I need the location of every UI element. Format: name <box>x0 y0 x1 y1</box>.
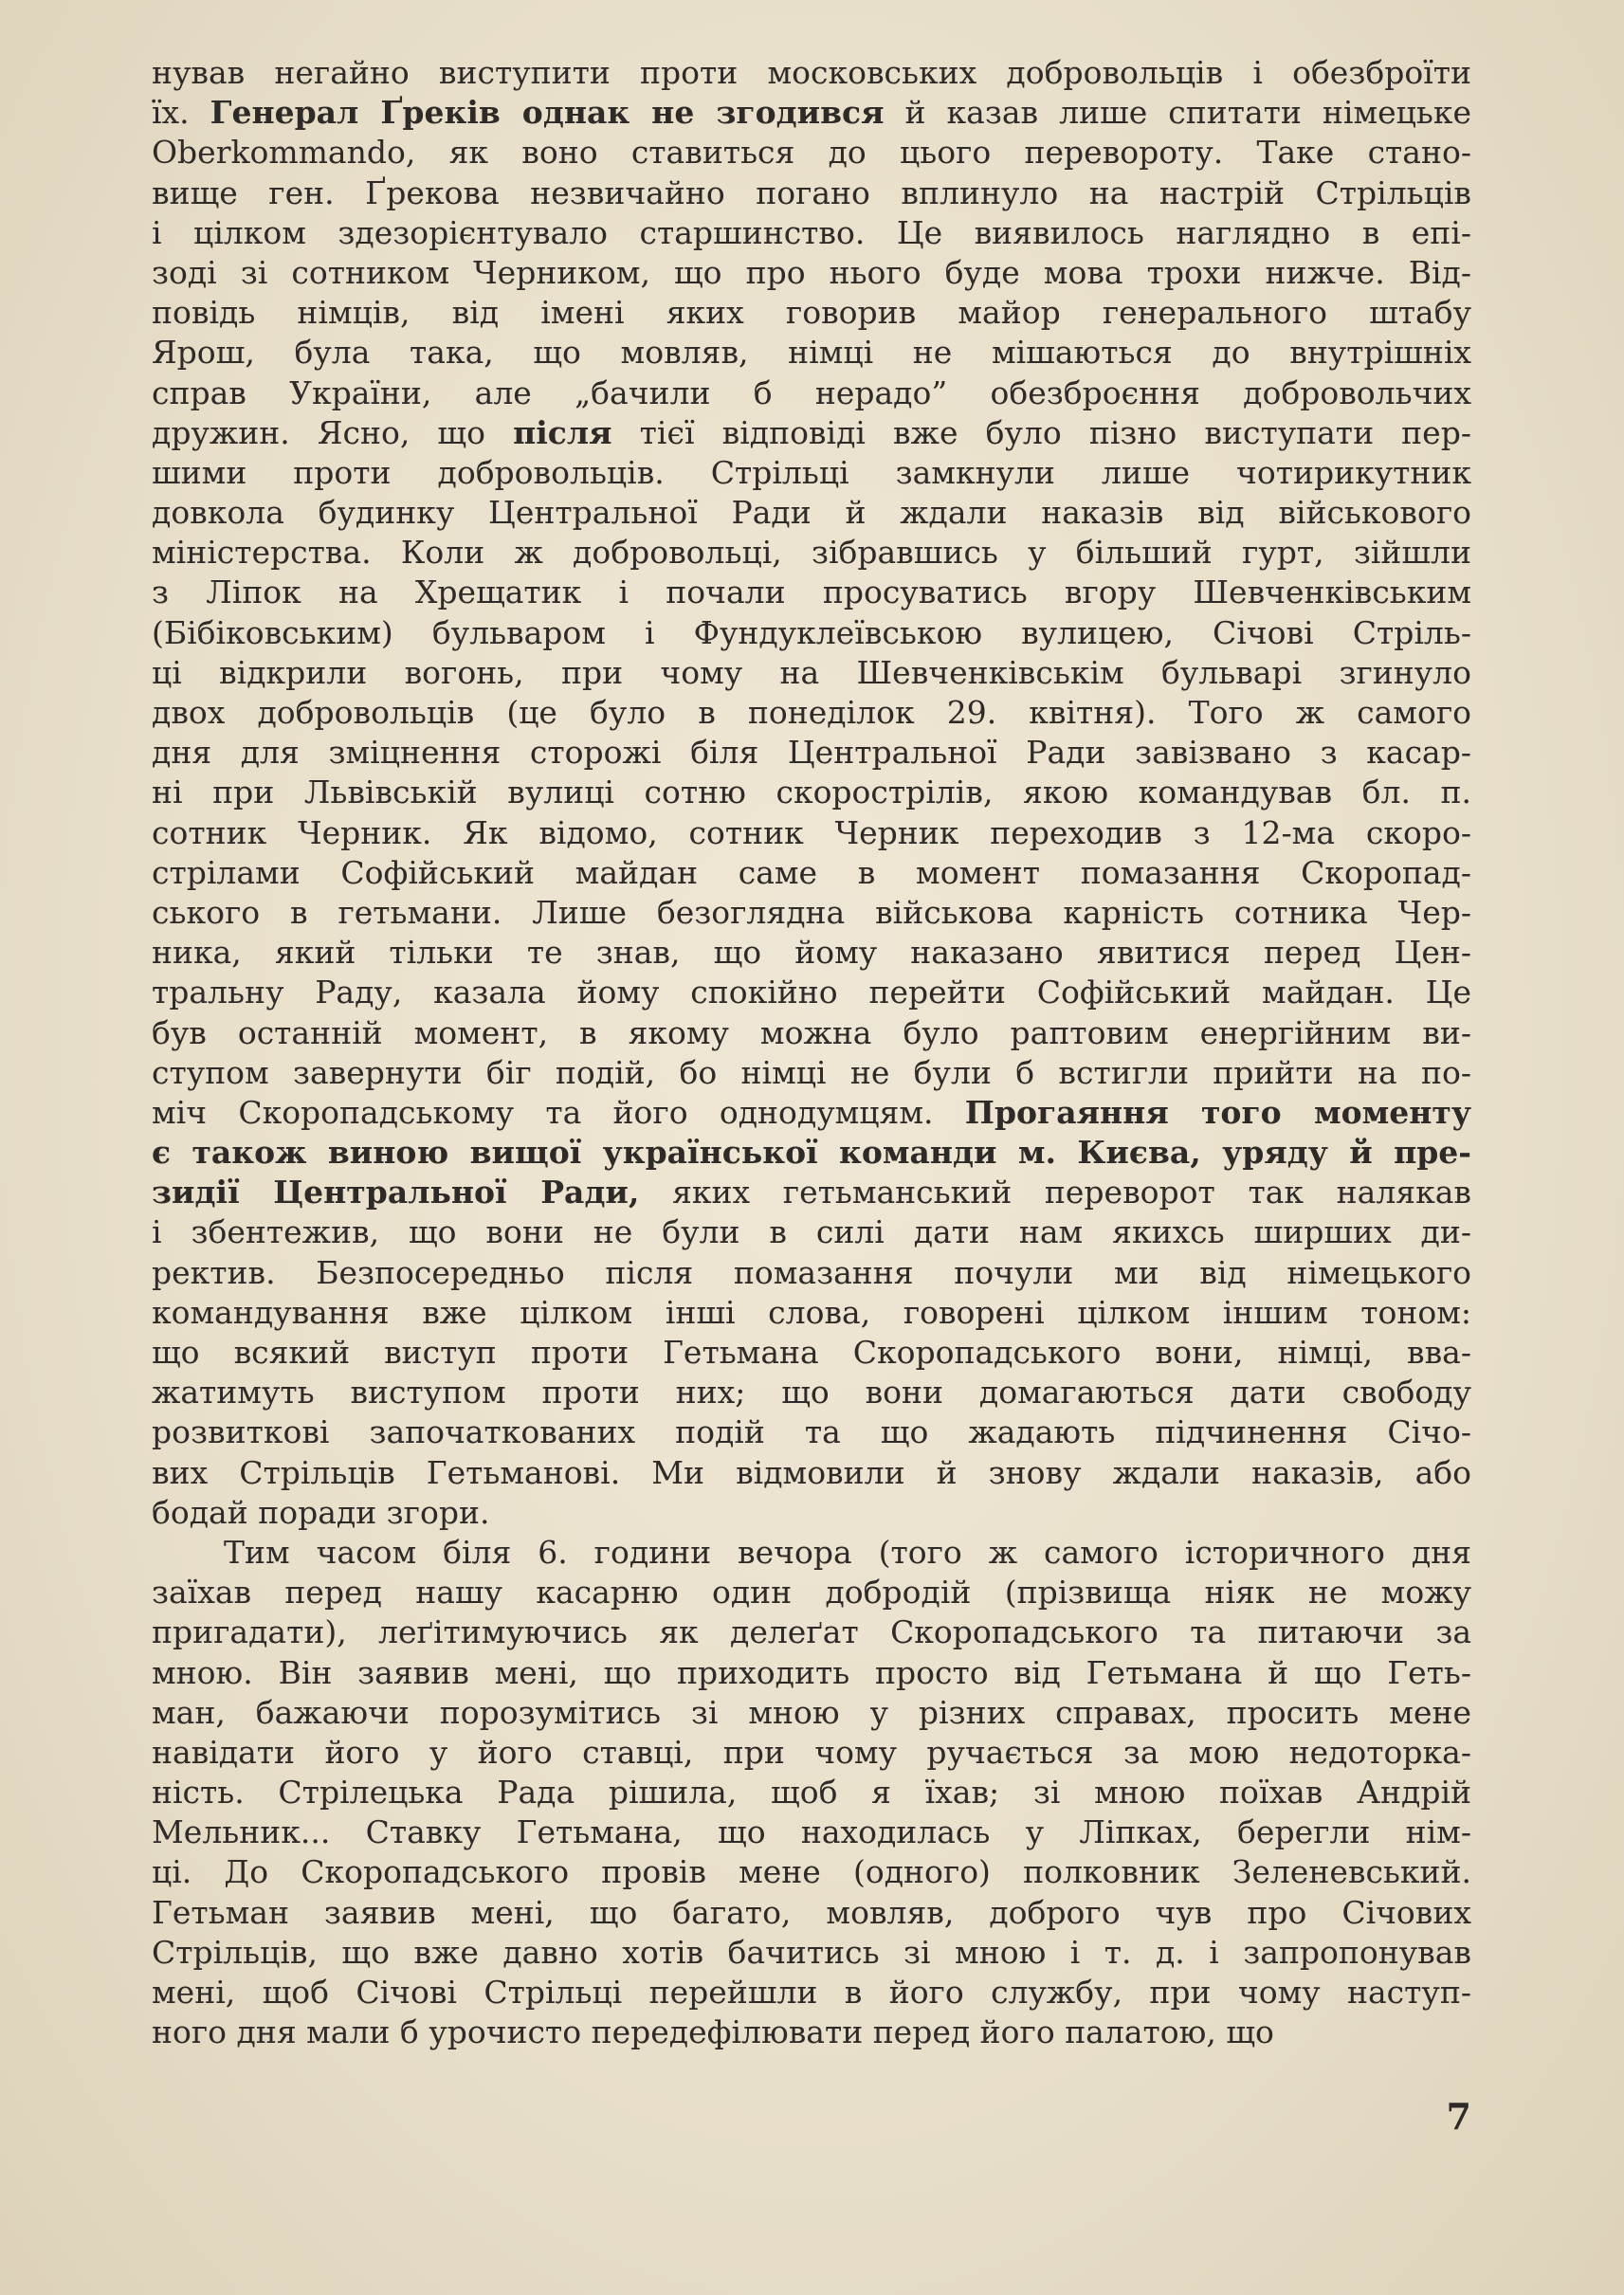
text-run: заїхав перед нашу касарню один добродій (прізвища ніяк не можу <box>152 1574 1471 1612</box>
text-line <box>152 413 1471 453</box>
text-run: мені, щоб Січові Стрільці перейшли в його службу, при чому наступ- <box>152 1974 1471 2011</box>
text-run: ність. Стрілецька Рада рішила, щоб я їхав; зі мною поїхав Андрій <box>152 1774 1471 1812</box>
text-line <box>152 253 1471 293</box>
text-line <box>152 653 1471 693</box>
text-run: міністерства. Коли ж добровольці, зібравшись у більший гурт, зійшли <box>152 534 1471 572</box>
text-line <box>152 293 1471 333</box>
text-line <box>152 1653 1471 1693</box>
text-run: довкола будинку Центральної Ради й ждали наказів від військового <box>152 494 1471 532</box>
text-line <box>152 1013 1471 1053</box>
text-line <box>152 2013 1471 2052</box>
text-run: ника, який тільки те знав, що йому наказано явитися перед Цен- <box>152 934 1471 972</box>
text-run: дружин. Ясно, що <box>152 413 514 451</box>
text-run: розвиткові започаткованих подій та що жадають підчинення Січо- <box>152 1413 1471 1451</box>
text-line <box>152 613 1471 653</box>
text-line <box>152 1973 1471 2013</box>
text-run: командування вже цілком інші слова, говорені цілком іншим тоном: <box>152 1293 1471 1331</box>
bold-text-run: є також виною вищої української команди м. Києва, уряду й пре- <box>152 1134 1471 1172</box>
text-run: тральну Раду, казала йому спокійно перейти Софійський майдан. Це <box>152 974 1471 1011</box>
text-line <box>152 1812 1471 1852</box>
text-run: вище ген. Ґрекова незвичайно погано вплинуло на настрій Стрільців <box>152 173 1471 211</box>
text-line <box>152 733 1471 773</box>
body-text <box>152 53 1471 2052</box>
text-run: що всякий виступ проти Гетьмана Скоропадського вони, німці, вва- <box>152 1334 1471 1371</box>
text-run: і збентежив, що вони не були в силі дати нам якихсь ширших ди- <box>152 1213 1471 1251</box>
text-run: з Ліпок на Хрещатик і почали просуватись вгору Шевченківським <box>152 574 1471 611</box>
text-run: (Бібіковським) бульваром і Фундуклеївською вулицею, Січові Стріль- <box>152 613 1471 651</box>
text-line <box>152 373 1471 413</box>
text-run: пригадати), леґітимуючись як делеґат Скоропадського та питаючи за <box>152 1613 1471 1651</box>
text-run: ступом завернути біг подій, бо німці не були б встигли прийти на по- <box>152 1053 1471 1091</box>
text-run: ці відкрили вогонь, при чому на Шевченківськім бульварі згинуло <box>152 653 1471 691</box>
text-run: повідь німців, від імені яких говорив майор генерального штабу <box>152 294 1471 332</box>
text-line <box>152 1133 1471 1173</box>
text-run: стрілами Софійський майдан саме в момент помазання Скоропад- <box>152 853 1471 891</box>
text-line <box>152 1453 1471 1493</box>
text-line <box>152 53 1471 93</box>
text-line <box>152 1693 1471 1733</box>
text-line <box>152 1733 1471 1773</box>
text-line <box>152 453 1471 493</box>
text-run: нував негайно виступити проти московських добровольців і обезброїти <box>152 54 1471 91</box>
text-run: і цілком здезорієнтувало старшинство. Це виявилось наглядно в епі- <box>152 213 1471 251</box>
text-line <box>152 1212 1471 1252</box>
text-line <box>152 213 1471 253</box>
text-line <box>152 1053 1471 1093</box>
text-run: ректив. Безпосередньо після помазання почули ми від німецького <box>152 1253 1471 1291</box>
text-line <box>152 1333 1471 1373</box>
text-run: Oberkommando, як воно ставиться до цього перевороту. Таке стано- <box>152 134 1471 172</box>
text-run: міч Скоропадському та його однодумцям. <box>152 1093 965 1131</box>
text-run: тієї відповіді вже було пізно виступати пер- <box>611 413 1471 451</box>
text-run: справ України, але „бачили б нерадо” обезброєння добровольчих <box>152 373 1471 411</box>
text-line <box>152 893 1471 933</box>
text-line <box>152 1893 1471 1933</box>
text-line <box>152 133 1471 173</box>
text-line <box>152 813 1471 853</box>
text-run: дня для зміцнення сторожі біля Центральної Ради завізвано з касар- <box>152 734 1471 772</box>
text-line <box>152 773 1471 812</box>
text-run: навідати його у його ставці, при чому ручається за мою недоторка- <box>152 1733 1471 1771</box>
text-run: яких гетьманський переворот так налякав <box>639 1174 1471 1211</box>
text-line <box>152 1852 1471 1892</box>
text-run: сотник Черник. Як відомо, сотник Черник переходив з 12-ма скоро- <box>152 813 1471 851</box>
text-run: ні при Львівській вулиці сотню скорострілів, якою командував бл. п. <box>152 774 1471 811</box>
text-run: їх. <box>152 94 210 132</box>
text-run: зоді зі сотником Черником, що про нього буде мова трохи нижче. Від- <box>152 253 1471 291</box>
text-line <box>152 973 1471 1012</box>
text-run: мною. Він заявив мені, що приходить просто від Гетьмана й що Геть- <box>152 1653 1471 1691</box>
text-run: шими проти добровольців. Стрільці замкнули лише чотирикутник <box>152 453 1471 491</box>
text-line <box>152 173 1471 213</box>
text-line <box>152 333 1471 373</box>
text-run: Ярош, була така, що мовляв, німці не мішаються до внутрішніх <box>152 334 1471 372</box>
text-line <box>152 1933 1471 1973</box>
text-line <box>152 93 1471 133</box>
text-run: двох добровольців (це було в понеділок 29. квітня). Того ж самого <box>152 694 1471 731</box>
text-run: ного дня мали б урочисто передефілювати перед його палатою, що <box>152 2013 1274 2051</box>
text-run: ці. До Скоропадського провів мене (одного) полковник Зеленевський. <box>152 1853 1471 1891</box>
text-line <box>152 1773 1471 1812</box>
bold-text-run: Генерал Ґреків однак не згодився <box>210 94 885 132</box>
bold-text-run: Прогаяння того моменту <box>964 1093 1472 1131</box>
page-number: 7 <box>1446 2095 1471 2138</box>
text-line <box>152 1533 1471 1573</box>
text-line <box>152 693 1471 733</box>
text-line <box>152 933 1471 973</box>
text-line <box>152 1093 1471 1133</box>
text-line <box>152 853 1471 893</box>
text-run: ман, бажаючи порозумітись зі мною у різних справах, просить мене <box>152 1693 1471 1731</box>
text-line <box>152 1493 1471 1533</box>
text-line <box>152 573 1471 612</box>
bold-text-run: після <box>513 413 612 451</box>
text-run: Мельник... Ставку Гетьмана, що находилась у Ліпках, берегли нім- <box>152 1813 1471 1851</box>
text-line <box>152 533 1471 573</box>
text-line <box>152 1293 1471 1333</box>
bold-text-run: зидії Центральної Ради, <box>152 1174 640 1211</box>
text-line <box>152 1253 1471 1293</box>
text-line <box>152 1573 1471 1612</box>
text-run: Стрільців, що вже давно хотів бачитись зі мною і т. д. і запропонував <box>152 1933 1471 1971</box>
text-run: жатимуть виступом проти них; що вони домагаються дати свободу <box>152 1374 1471 1412</box>
text-run: бодай поради згори. <box>152 1493 490 1531</box>
text-line <box>152 1373 1471 1412</box>
text-run: ського в гетьмани. Лише безоглядна військова карність сотника Чер- <box>152 893 1471 931</box>
text-run: був останній момент, в якому можна було раптовим енергійним ви- <box>152 1013 1471 1051</box>
text-line <box>152 493 1471 533</box>
text-line <box>152 1173 1471 1212</box>
text-line <box>152 1412 1471 1452</box>
text-run: Тим часом біля 6. години вечора (того ж самого історичного дня <box>224 1533 1471 1571</box>
text-run: Гетьман заявив мені, що багато, мовляв, доброго чув про Січових <box>152 1893 1471 1931</box>
text-line <box>152 1612 1471 1652</box>
text-run: вих Стрільців Гетьманові. Ми відмовили й знову ждали наказів, або <box>152 1453 1471 1491</box>
text-run: й казав лише спитати німецьке <box>884 94 1471 132</box>
